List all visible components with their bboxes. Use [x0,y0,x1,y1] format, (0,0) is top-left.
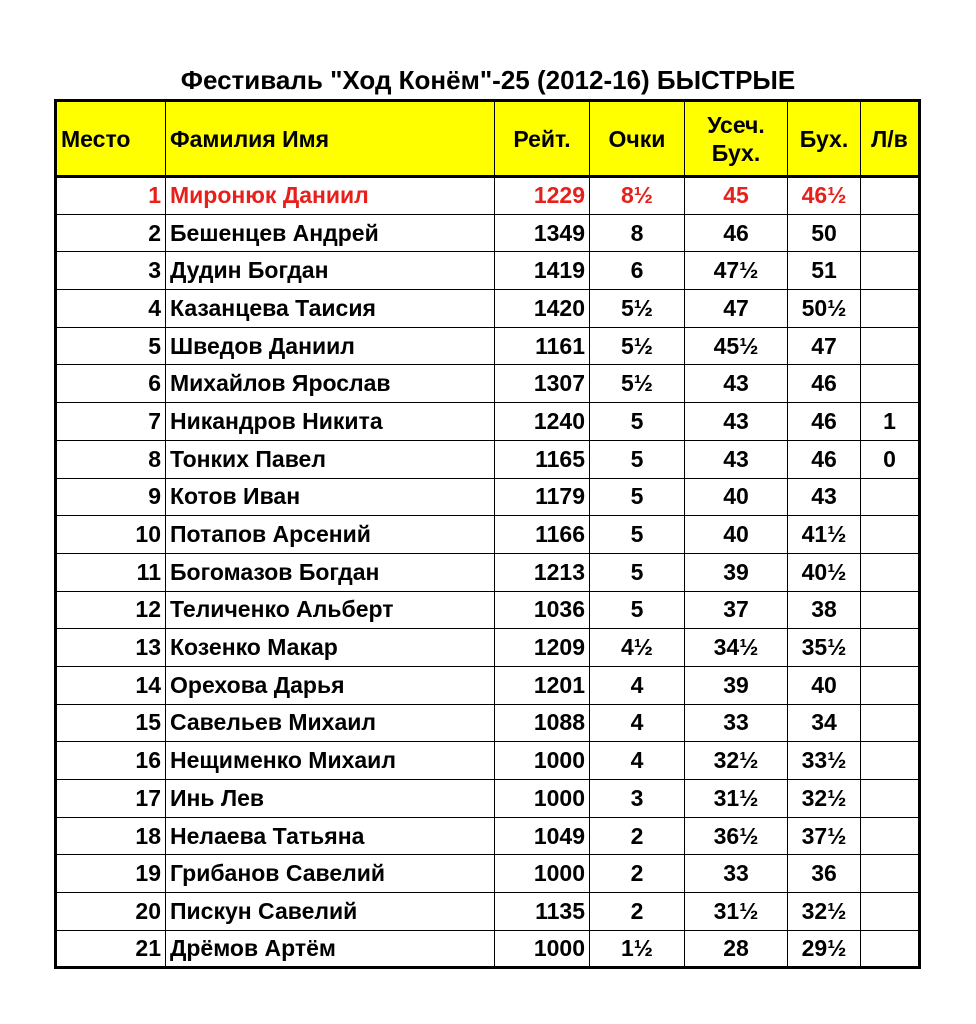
cell-points: 4 [590,704,685,742]
cell-place: 16 [56,742,166,780]
cell-rating: 1349 [495,214,590,252]
cell-personal [861,817,920,855]
cell-cut-buchholz: 33 [685,704,788,742]
cell-buchholz: 47 [788,327,861,365]
cell-name: Котов Иван [166,478,495,516]
table-row [56,440,920,478]
cell-points: 4 [590,742,685,780]
cell-buchholz: 32½ [788,893,861,931]
page-title: Фестиваль "Ход Конём"-25 (2012-16) БЫСТРЫЕ [180,65,796,95]
cell-rating: 1000 [495,780,590,818]
cell-points: 5½ [590,365,685,403]
cell-place: 21 [56,930,166,968]
cell-place: 7 [56,403,166,441]
cell-points: 1½ [590,930,685,968]
header-rating: Рейт. [495,101,590,177]
cell-buchholz: 29½ [788,930,861,968]
cell-cut-buchholz: 31½ [685,893,788,931]
table-row [56,252,920,290]
cell-personal [861,780,920,818]
cell-rating: 1420 [495,290,590,328]
cell-rating: 1165 [495,440,590,478]
cell-points: 6 [590,252,685,290]
cell-cut-buchholz: 39 [685,666,788,704]
cell-name: Миронюк Даниил [166,177,495,215]
cell-place: 14 [56,666,166,704]
cell-points: 5 [590,553,685,591]
cell-rating: 1166 [495,516,590,554]
table-row [56,177,920,215]
cell-personal [861,666,920,704]
cell-place: 9 [56,478,166,516]
cell-rating: 1135 [495,893,590,931]
cell-cut-buchholz: 43 [685,365,788,403]
header-place: Место [56,101,166,177]
cell-personal [861,252,920,290]
cell-cut-buchholz: 40 [685,478,788,516]
cell-place: 2 [56,214,166,252]
header-cut-buchholz-line1: Усеч. [707,111,765,138]
cell-rating: 1209 [495,629,590,667]
cell-buchholz: 33½ [788,742,861,780]
cell-rating: 1419 [495,252,590,290]
cell-personal [861,591,920,629]
cell-personal [861,742,920,780]
cell-name: Дудин Богдан [166,252,495,290]
cell-buchholz: 40½ [788,553,861,591]
cell-name: Казанцева Таисия [166,290,495,328]
standings-body [56,177,920,968]
table-row [56,290,920,328]
cell-name: Тонких Павел [166,440,495,478]
cell-points: 5 [590,591,685,629]
header-row [56,101,920,177]
cell-place: 20 [56,893,166,931]
cell-name: Теличенко Альберт [166,591,495,629]
cell-personal [861,365,920,403]
cell-buchholz: 50 [788,214,861,252]
cell-buchholz: 40 [788,666,861,704]
cell-personal [861,177,920,215]
table-row [56,516,920,554]
cell-place: 5 [56,327,166,365]
cell-points: 8½ [590,177,685,215]
cell-rating: 1036 [495,591,590,629]
cell-cut-buchholz: 47½ [685,252,788,290]
cell-cut-buchholz: 36½ [685,817,788,855]
cell-buchholz: 46 [788,365,861,403]
cell-points: 5½ [590,290,685,328]
cell-points: 8 [590,214,685,252]
cell-buchholz: 32½ [788,780,861,818]
cell-name: Грибанов Савелий [166,855,495,893]
cell-name: Савельев Михаил [166,704,495,742]
cell-name: Орехова Дарья [166,666,495,704]
cell-cut-buchholz: 28 [685,930,788,968]
cell-rating: 1161 [495,327,590,365]
table-row [56,365,920,403]
cell-buchholz: 36 [788,855,861,893]
cell-points: 5 [590,478,685,516]
cell-points: 2 [590,855,685,893]
table-row [56,704,920,742]
cell-rating: 1000 [495,930,590,968]
cell-points: 2 [590,893,685,931]
cell-points: 4½ [590,629,685,667]
cell-personal [861,214,920,252]
cell-rating: 1000 [495,742,590,780]
table-row [56,930,920,968]
cell-buchholz: 51 [788,252,861,290]
cell-cut-buchholz: 46 [685,214,788,252]
cell-cut-buchholz: 43 [685,440,788,478]
cell-place: 8 [56,440,166,478]
table-row [56,893,920,931]
cell-place: 3 [56,252,166,290]
cell-place: 6 [56,365,166,403]
standings-table [54,99,921,969]
cell-place: 4 [56,290,166,328]
cell-buchholz: 34 [788,704,861,742]
cell-place: 10 [56,516,166,554]
cell-cut-buchholz: 45½ [685,327,788,365]
cell-place: 12 [56,591,166,629]
cell-points: 5½ [590,327,685,365]
cell-rating: 1201 [495,666,590,704]
table-row [56,478,920,516]
cell-place: 15 [56,704,166,742]
cell-personal [861,704,920,742]
cell-place: 17 [56,780,166,818]
table-row [56,742,920,780]
cell-name: Никандров Никита [166,403,495,441]
cell-points: 5 [590,516,685,554]
cell-cut-buchholz: 47 [685,290,788,328]
cell-personal: 1 [861,403,920,441]
table-row [56,817,920,855]
table-row [56,666,920,704]
cell-name: Инь Лев [166,780,495,818]
cell-buchholz: 43 [788,478,861,516]
cell-name: Богомазов Богдан [166,553,495,591]
cell-buchholz: 38 [788,591,861,629]
cell-rating: 1240 [495,403,590,441]
cell-place: 11 [56,553,166,591]
header-points: Очки [590,101,685,177]
cell-rating: 1307 [495,365,590,403]
cell-personal [861,930,920,968]
cell-place: 19 [56,855,166,893]
table-row [56,214,920,252]
table-row [56,403,920,441]
header-buchholz: Бух. [788,101,861,177]
cell-name: Нещименко Михаил [166,742,495,780]
cell-cut-buchholz: 33 [685,855,788,893]
cell-name: Нелаева Татьяна [166,817,495,855]
cell-name: Потапов Арсений [166,516,495,554]
cell-cut-buchholz: 45 [685,177,788,215]
cell-rating: 1088 [495,704,590,742]
cell-personal [861,855,920,893]
cell-buchholz: 37½ [788,817,861,855]
cell-points: 3 [590,780,685,818]
cell-points: 5 [590,440,685,478]
cell-points: 2 [590,817,685,855]
cell-points: 5 [590,403,685,441]
cell-rating: 1213 [495,553,590,591]
cell-personal: 0 [861,440,920,478]
table-row [56,591,920,629]
cell-personal [861,478,920,516]
cell-rating: 1229 [495,177,590,215]
cell-cut-buchholz: 34½ [685,629,788,667]
cell-name: Дрёмов Артём [166,930,495,968]
table-row [56,629,920,667]
cell-name: Бешенцев Андрей [166,214,495,252]
cell-buchholz: 35½ [788,629,861,667]
cell-cut-buchholz: 40 [685,516,788,554]
cell-cut-buchholz: 32½ [685,742,788,780]
cell-buchholz: 41½ [788,516,861,554]
header-cut-buchholz [685,101,788,177]
table-row [56,780,920,818]
table-row [56,553,920,591]
cell-personal [861,327,920,365]
header-name: Фамилия Имя [166,101,495,177]
cell-name: Шведов Даниил [166,327,495,365]
cell-rating: 1179 [495,478,590,516]
table-row [56,327,920,365]
header-cut-buchholz-line2: Бух. [711,139,761,166]
cell-rating: 1000 [495,855,590,893]
cell-cut-buchholz: 39 [685,553,788,591]
cell-cut-buchholz: 43 [685,403,788,441]
cell-place: 18 [56,817,166,855]
cell-personal [861,516,920,554]
cell-buchholz: 46½ [788,177,861,215]
cell-rating: 1049 [495,817,590,855]
cell-cut-buchholz: 37 [685,591,788,629]
cell-personal [861,893,920,931]
cell-buchholz: 46 [788,440,861,478]
cell-name: Козенко Макар [166,629,495,667]
table-row [56,855,920,893]
cell-name: Пискун Савелий [166,893,495,931]
cell-place: 13 [56,629,166,667]
cell-points: 4 [590,666,685,704]
cell-buchholz: 46 [788,403,861,441]
cell-place: 1 [56,177,166,215]
cell-personal [861,629,920,667]
cell-cut-buchholz: 31½ [685,780,788,818]
cell-personal [861,553,920,591]
cell-buchholz: 50½ [788,290,861,328]
cell-name: Михайлов Ярослав [166,365,495,403]
cell-personal [861,290,920,328]
header-personal: Л/в [861,101,920,177]
